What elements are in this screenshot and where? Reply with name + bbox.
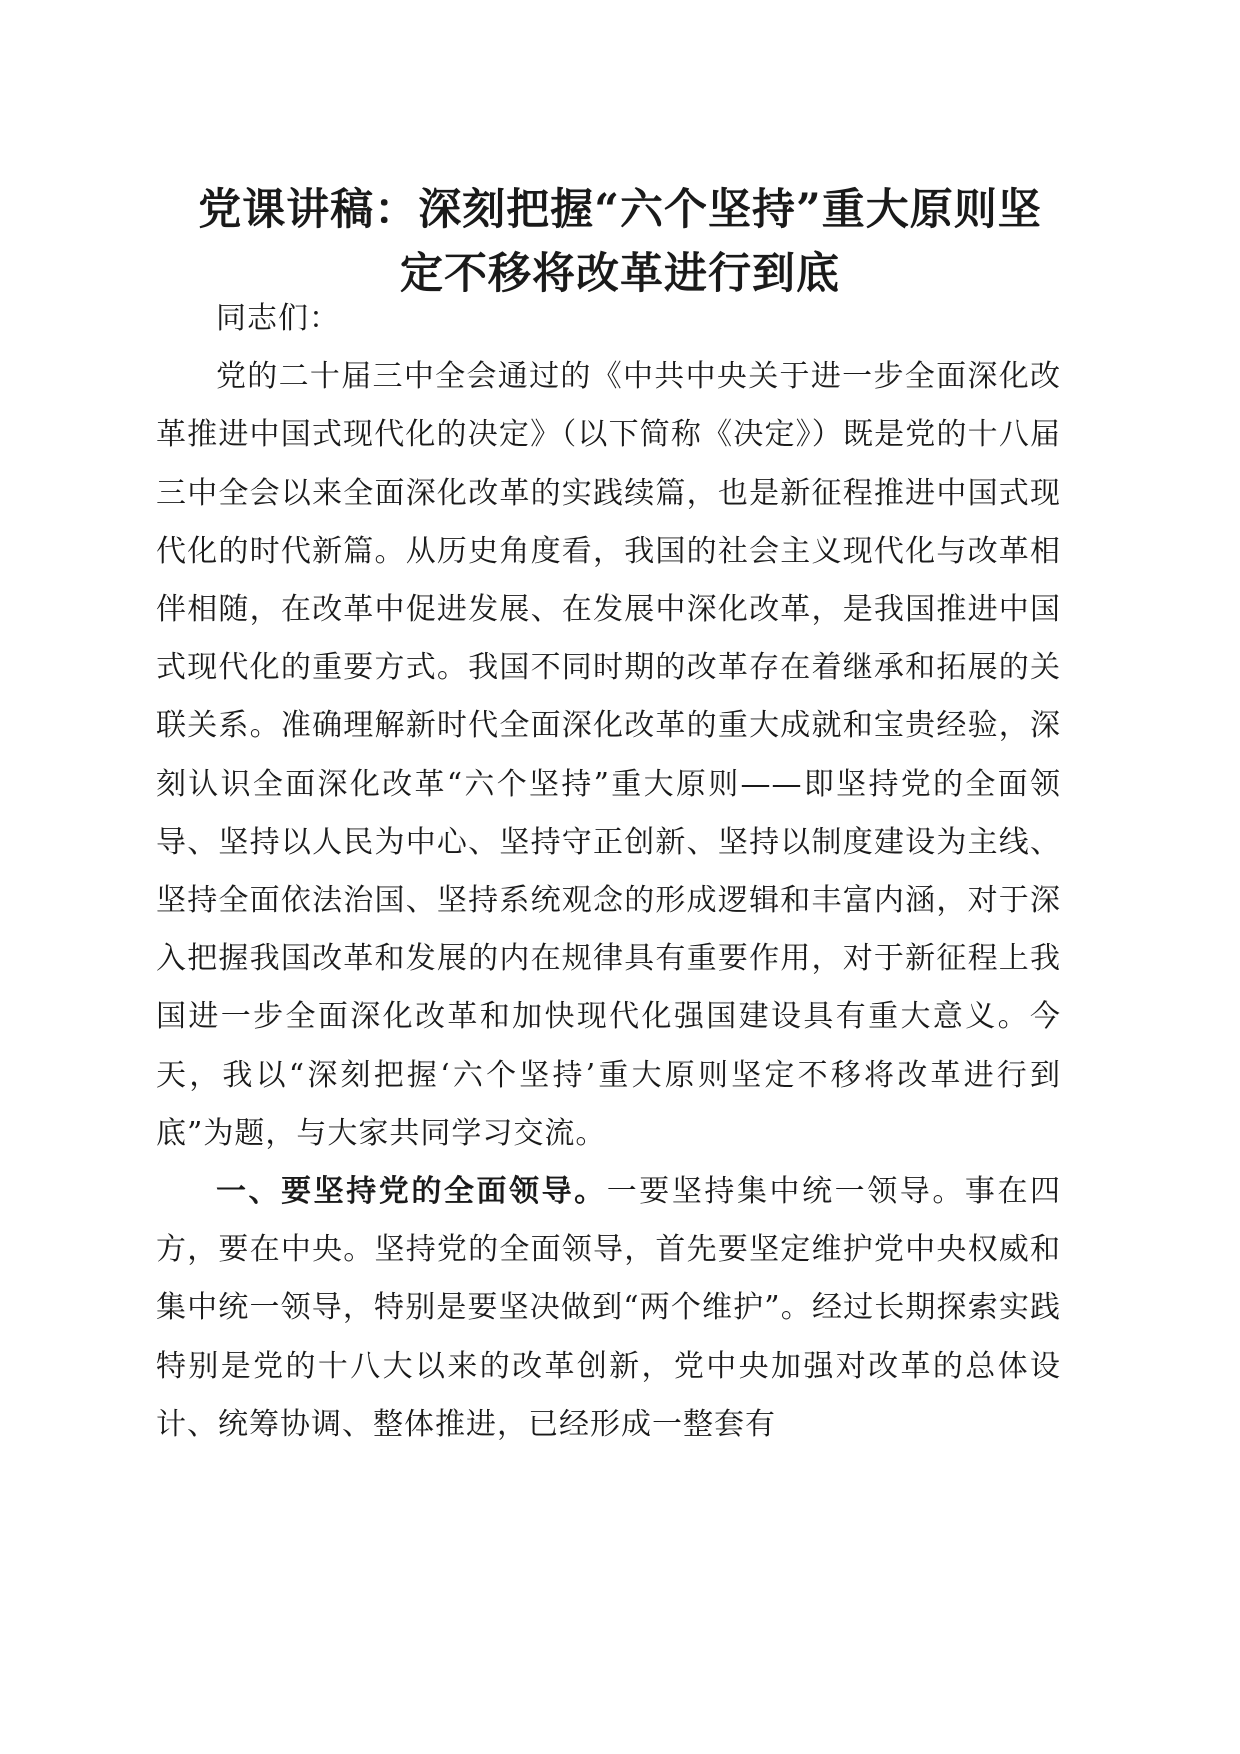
greeting: 同志们：: [216, 301, 340, 336]
title-line-1: 党课讲稿：深刻把握“六个坚持”重大原则坚: [198, 185, 1042, 235]
paragraph-intro: [156, 348, 1061, 1163]
title-line-2: 定不移将改革进行到底: [400, 249, 840, 299]
paragraph-intro-text: 党的二十届三中全会通过的《中共中央关于进一步全面深化改革推进中国式现代化的决定》（以下简称《决定》）既是党的十八届三中全会以来全面深化改革的实践续篇，也是新征程推进中国式现代化的时代新篇。从历史角度看，我国的社会主义现代化与改革相伴相随，在改革中促进发展、在发展中深化改革，是我国推进中国式现代化的重要方式。我国不同时期的改革存在着继承和拓展的关联关系。准确理解新时代全面深化改革的重大成就和宝贵经验，深刻认识全面深化改革“六个坚持”重大原则——即坚持党的全面领导、坚持以人民为中心、坚持守正创新、坚持以制度建设为主线、坚持全面依法治国、坚持系统观念的形成逻辑和丰富内涵，对于深入把握我国改革和发展的内在规律具有重要作用，对于新征程上我国进一步全面深化改革和加快现代化强国建设具有重大意义。今天，我以“深刻把握‘六个坚持’重大原则坚定不移将改革进行到底”为题，与大家共同学习交流。: [156, 359, 1061, 1151]
section-1-heading: 一、要坚持党的全面领导。: [216, 1174, 607, 1210]
document-title: [150, 178, 1090, 306]
paragraph-section-1: [156, 1163, 1061, 1454]
section-1-text: 一要坚持集中统一领导。事在四方，要在中央。坚持党的全面领导，首先要坚定维护党中央权威和集中统一领导，特别是要坚决做到“两个维护”。经过长期探索实践特别是党的十八大以来的改革创新，党中央加强对改革的总体设计、统筹协调、整体推进，已经形成一整套有: [156, 1174, 1062, 1442]
document-body: [156, 290, 1061, 1454]
